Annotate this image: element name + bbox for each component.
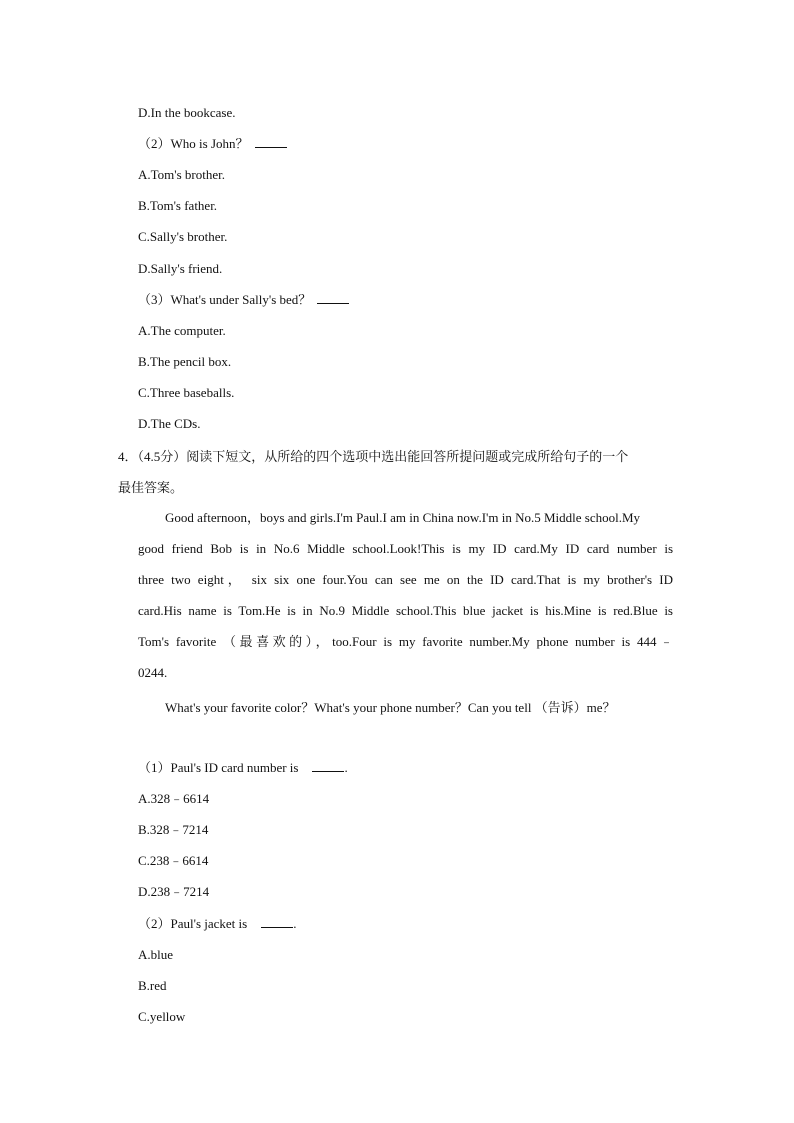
q4-heading — [118, 441, 678, 503]
answer-blank — [261, 916, 293, 928]
passage-line-2: good friend Bob is in No.6 Middle school.Look!This is my ID card.My ID card number is — [138, 541, 673, 556]
answer-blank — [312, 760, 344, 772]
q4-sub1-question: （1）Paul's ID card number is . — [138, 760, 348, 775]
passage-line-3: three two eight， six six one four.You can see me on the ID card.That is my brother's ID — [138, 572, 673, 587]
passage-line-5: Tom's favorite （最喜欢的），too.Four is my favorite number.My phone number is 444﹣ — [138, 634, 673, 649]
q3-sub3-question: （3）What's under Sally's bed？ — [138, 292, 349, 308]
q4-passage-closing: What's your favorite color？What's your phone number？Can you tell （告诉）me？ — [165, 700, 616, 715]
q3-sub2-question: （2）Who is John？ — [138, 136, 287, 152]
answer-blank — [255, 136, 287, 148]
q4-sub2-option-c: C.yellow — [138, 1009, 186, 1024]
q4-heading-line1: 4．（4.5分）阅读下短文，从所给的四个选项中选出能回答所提问题或完成所给句子的一个 — [118, 449, 629, 464]
q4-sub1-option-b: B.328﹣7214 — [138, 822, 209, 837]
q4-passage — [138, 502, 673, 688]
q4-sub1-option-d: D.238﹣7214 — [138, 884, 210, 899]
q3-sub3-option-d: D.The CDs. — [138, 416, 201, 431]
q4-sub2-option-b: B.red — [138, 978, 167, 993]
q3-sub3-option-b: B.The pencil box. — [138, 354, 232, 369]
q3-sub2-option-b: B.Tom's father. — [138, 198, 218, 213]
q3-sub1-option-d: D.In the bookcase. — [138, 105, 236, 120]
answer-blank — [317, 292, 349, 304]
q4-sub2-question: （2）Paul's jacket is . — [138, 916, 297, 931]
passage-line-6: 0244. — [138, 665, 168, 680]
q3-sub2-option-d: D.Sally's friend. — [138, 261, 223, 276]
passage-line-1: Good afternoon，boys and girls.I'm Paul.I am in China now.I'm in No.5 Middle school.My — [165, 510, 641, 525]
q4-sub1-option-a: A.328﹣6614 — [138, 791, 210, 806]
q3-sub3-option-c: C.Three baseballs. — [138, 385, 235, 400]
q3-sub2-option-a: A.Tom's brother. — [138, 167, 226, 182]
q3-sub3-option-a: A.The computer. — [138, 323, 226, 338]
q4-sub2-option-a: A.blue — [138, 947, 174, 962]
q3-sub2-option-c: C.Sally's brother. — [138, 229, 228, 244]
passage-line-4: card.His name is Tom.He is in No.9 Middle school.This blue jacket is his.Mine is red.Blue is — [138, 603, 673, 618]
q4-heading-line2: 最佳答案。 — [118, 480, 184, 495]
q4-sub1-option-c: C.238﹣6614 — [138, 853, 209, 868]
